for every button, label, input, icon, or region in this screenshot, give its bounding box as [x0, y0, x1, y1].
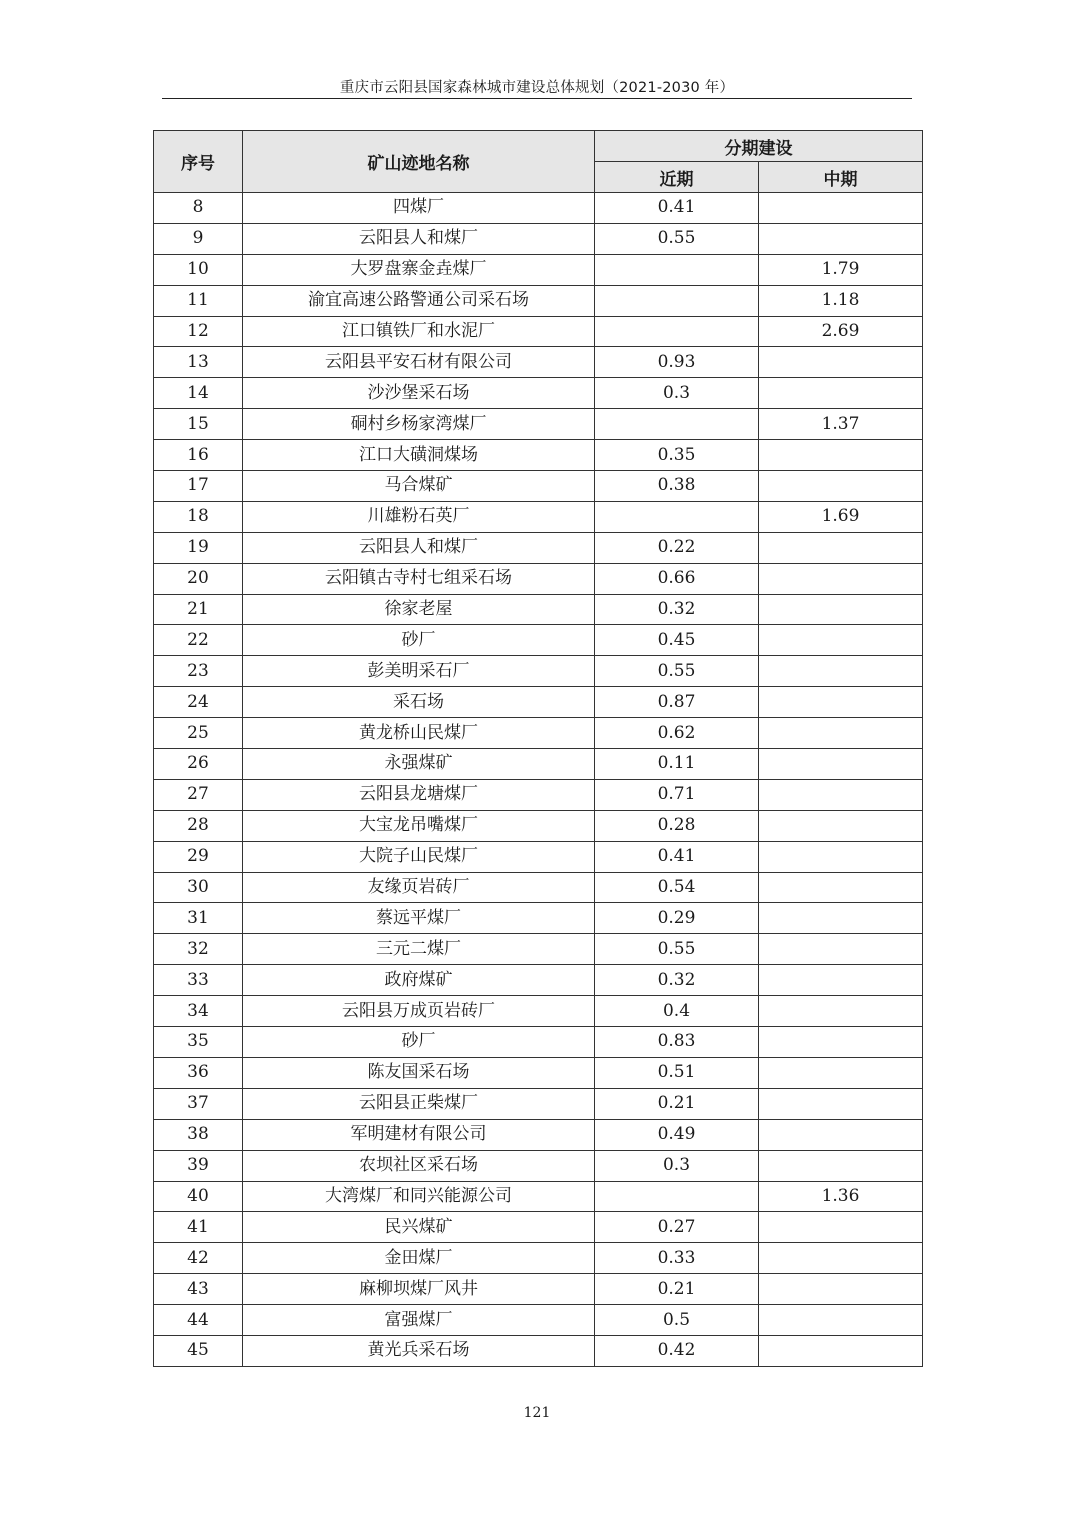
cell-index: 38 [154, 1119, 243, 1150]
cell-mid-term [759, 1335, 923, 1366]
cell-site-name: 大湾煤厂和同兴能源公司 [243, 1181, 595, 1212]
cell-site-name: 彭美明采石厂 [243, 656, 595, 687]
cell-near-term: 0.21 [595, 1274, 759, 1305]
cell-index: 40 [154, 1181, 243, 1212]
cell-site-name: 四煤厂 [243, 193, 595, 224]
cell-near-term: 0.87 [595, 687, 759, 718]
cell-near-term [595, 1181, 759, 1212]
cell-mid-term: 1.37 [759, 409, 923, 440]
cell-index: 12 [154, 316, 243, 347]
cell-mid-term [759, 1150, 923, 1181]
cell-index: 28 [154, 810, 243, 841]
cell-mid-term [759, 1119, 923, 1150]
cell-near-term: 0.51 [595, 1057, 759, 1088]
cell-site-name: 黄光兵采石场 [243, 1335, 595, 1366]
cell-mid-term [759, 810, 923, 841]
table-row [154, 656, 923, 687]
cell-mid-term [759, 471, 923, 502]
cell-site-name: 砂厂 [243, 1027, 595, 1058]
cell-index: 24 [154, 687, 243, 718]
cell-index: 42 [154, 1243, 243, 1274]
cell-site-name: 云阳县正柴煤厂 [243, 1088, 595, 1119]
cell-mid-term [759, 625, 923, 656]
cell-site-name: 金田煤厂 [243, 1243, 595, 1274]
table-row [154, 810, 923, 841]
table-row [154, 841, 923, 872]
table-row [154, 1212, 923, 1243]
cell-near-term: 0.32 [595, 965, 759, 996]
table-row [154, 872, 923, 903]
cell-mid-term [759, 841, 923, 872]
cell-near-term: 0.71 [595, 779, 759, 810]
cell-index: 19 [154, 532, 243, 563]
cell-index: 9 [154, 223, 243, 254]
cell-site-name: 沙沙堡采石场 [243, 378, 595, 409]
table-row [154, 409, 923, 440]
cell-mid-term: 1.69 [759, 501, 923, 532]
cell-near-term [595, 285, 759, 316]
column-header-name: 矿山迹地名称 [243, 131, 595, 193]
table-row [154, 563, 923, 594]
cell-site-name: 砂厂 [243, 625, 595, 656]
cell-mid-term [759, 1243, 923, 1274]
cell-near-term [595, 409, 759, 440]
table-row [154, 254, 923, 285]
cell-mid-term [759, 718, 923, 749]
cell-site-name: 云阳县万成页岩砖厂 [243, 996, 595, 1027]
cell-site-name: 渝宜高速公路警通公司采石场 [243, 285, 595, 316]
cell-site-name: 硐村乡杨家湾煤厂 [243, 409, 595, 440]
cell-site-name: 江口大磺洞煤场 [243, 440, 595, 471]
cell-mid-term: 1.79 [759, 254, 923, 285]
cell-near-term: 0.55 [595, 656, 759, 687]
cell-index: 34 [154, 996, 243, 1027]
mine-site-table [153, 130, 923, 1367]
header-divider [162, 98, 912, 99]
table-row [154, 1243, 923, 1274]
table-row [154, 347, 923, 378]
cell-near-term: 0.11 [595, 749, 759, 780]
page-number: 121 [523, 1405, 551, 1421]
cell-index: 45 [154, 1335, 243, 1366]
cell-near-term [595, 254, 759, 285]
cell-mid-term [759, 779, 923, 810]
cell-mid-term: 2.69 [759, 316, 923, 347]
cell-site-name: 农坝社区采石场 [243, 1150, 595, 1181]
cell-site-name: 云阳县人和煤厂 [243, 532, 595, 563]
cell-index: 15 [154, 409, 243, 440]
cell-near-term: 0.54 [595, 872, 759, 903]
cell-index: 13 [154, 347, 243, 378]
table-row [154, 1027, 923, 1058]
cell-mid-term [759, 1274, 923, 1305]
table-row [154, 1088, 923, 1119]
cell-index: 37 [154, 1088, 243, 1119]
cell-index: 23 [154, 656, 243, 687]
table-row [154, 1057, 923, 1088]
cell-index: 30 [154, 872, 243, 903]
cell-near-term: 0.21 [595, 1088, 759, 1119]
cell-mid-term [759, 1027, 923, 1058]
cell-mid-term [759, 996, 923, 1027]
table-row [154, 1274, 923, 1305]
table-row [154, 718, 923, 749]
cell-index: 8 [154, 193, 243, 224]
cell-near-term: 0.45 [595, 625, 759, 656]
cell-mid-term [759, 872, 923, 903]
cell-near-term: 0.41 [595, 841, 759, 872]
cell-mid-term [759, 347, 923, 378]
cell-near-term: 0.55 [595, 934, 759, 965]
cell-mid-term [759, 903, 923, 934]
cell-near-term: 0.3 [595, 1150, 759, 1181]
cell-near-term: 0.22 [595, 532, 759, 563]
column-header-index: 序号 [154, 131, 243, 193]
cell-index: 27 [154, 779, 243, 810]
cell-index: 22 [154, 625, 243, 656]
table-row [154, 440, 923, 471]
cell-mid-term [759, 378, 923, 409]
cell-mid-term [759, 532, 923, 563]
cell-index: 39 [154, 1150, 243, 1181]
cell-index: 14 [154, 378, 243, 409]
cell-site-name: 马合煤矿 [243, 471, 595, 502]
cell-site-name: 川雄粉石英厂 [243, 501, 595, 532]
cell-near-term: 0.32 [595, 594, 759, 625]
cell-index: 36 [154, 1057, 243, 1088]
table-row [154, 223, 923, 254]
cell-mid-term [759, 749, 923, 780]
cell-near-term: 0.3 [595, 378, 759, 409]
cell-site-name: 采石场 [243, 687, 595, 718]
running-header: 重庆市云阳县国家森林城市建设总体规划（2021-2030 年） [339, 80, 735, 96]
cell-index: 20 [154, 563, 243, 594]
cell-mid-term [759, 193, 923, 224]
table-row [154, 316, 923, 347]
table-row [154, 749, 923, 780]
cell-mid-term [759, 934, 923, 965]
cell-mid-term [759, 594, 923, 625]
column-header-phase-group: 分期建设 [595, 131, 923, 162]
cell-index: 35 [154, 1027, 243, 1058]
cell-site-name: 云阳镇古寺村七组采石场 [243, 563, 595, 594]
cell-near-term: 0.5 [595, 1305, 759, 1336]
table-row [154, 532, 923, 563]
cell-near-term: 0.49 [595, 1119, 759, 1150]
cell-index: 33 [154, 965, 243, 996]
cell-site-name: 云阳县龙塘煤厂 [243, 779, 595, 810]
cell-site-name: 蔡远平煤厂 [243, 903, 595, 934]
cell-site-name: 黄龙桥山民煤厂 [243, 718, 595, 749]
cell-site-name: 大院子山民煤厂 [243, 841, 595, 872]
cell-near-term: 0.66 [595, 563, 759, 594]
cell-site-name: 云阳县人和煤厂 [243, 223, 595, 254]
cell-mid-term [759, 965, 923, 996]
table-row [154, 501, 923, 532]
table-row [154, 996, 923, 1027]
cell-mid-term [759, 440, 923, 471]
cell-near-term: 0.28 [595, 810, 759, 841]
cell-index: 25 [154, 718, 243, 749]
cell-index: 41 [154, 1212, 243, 1243]
cell-mid-term: 1.36 [759, 1181, 923, 1212]
table-row [154, 193, 923, 224]
table-row [154, 285, 923, 316]
cell-near-term: 0.42 [595, 1335, 759, 1366]
cell-site-name: 麻柳坝煤厂风井 [243, 1274, 595, 1305]
cell-near-term: 0.55 [595, 223, 759, 254]
cell-near-term: 0.27 [595, 1212, 759, 1243]
cell-site-name: 大罗盘寨金垚煤厂 [243, 254, 595, 285]
cell-site-name: 徐家老屋 [243, 594, 595, 625]
cell-site-name: 军明建材有限公司 [243, 1119, 595, 1150]
cell-near-term: 0.29 [595, 903, 759, 934]
cell-mid-term [759, 687, 923, 718]
cell-mid-term [759, 656, 923, 687]
column-header-mid-term: 中期 [759, 162, 923, 193]
table-row [154, 625, 923, 656]
cell-site-name: 永强煤矿 [243, 749, 595, 780]
cell-near-term: 0.4 [595, 996, 759, 1027]
column-header-near-term: 近期 [595, 162, 759, 193]
cell-site-name: 政府煤矿 [243, 965, 595, 996]
cell-mid-term [759, 563, 923, 594]
cell-site-name: 富强煤厂 [243, 1305, 595, 1336]
table-row [154, 1335, 923, 1366]
table-row [154, 1305, 923, 1336]
cell-near-term [595, 501, 759, 532]
cell-site-name: 友缘页岩砖厂 [243, 872, 595, 903]
cell-index: 17 [154, 471, 243, 502]
cell-near-term: 0.33 [595, 1243, 759, 1274]
table-row [154, 687, 923, 718]
cell-mid-term [759, 1212, 923, 1243]
cell-near-term: 0.38 [595, 471, 759, 502]
table-row [154, 965, 923, 996]
cell-index: 31 [154, 903, 243, 934]
cell-near-term: 0.35 [595, 440, 759, 471]
cell-near-term: 0.83 [595, 1027, 759, 1058]
cell-mid-term: 1.18 [759, 285, 923, 316]
table-row [154, 471, 923, 502]
cell-index: 11 [154, 285, 243, 316]
cell-index: 21 [154, 594, 243, 625]
cell-near-term: 0.41 [595, 193, 759, 224]
cell-site-name: 民兴煤矿 [243, 1212, 595, 1243]
cell-index: 18 [154, 501, 243, 532]
cell-near-term: 0.93 [595, 347, 759, 378]
table-row [154, 903, 923, 934]
table-row [154, 594, 923, 625]
cell-mid-term [759, 1088, 923, 1119]
cell-mid-term [759, 223, 923, 254]
cell-mid-term [759, 1057, 923, 1088]
table-header [154, 131, 923, 193]
table-row [154, 934, 923, 965]
cell-index: 44 [154, 1305, 243, 1336]
cell-index: 43 [154, 1274, 243, 1305]
table-body [154, 193, 923, 1367]
cell-near-term: 0.62 [595, 718, 759, 749]
cell-mid-term [759, 1305, 923, 1336]
table-row [154, 1181, 923, 1212]
table-row [154, 1119, 923, 1150]
cell-site-name: 大宝龙吊嘴煤厂 [243, 810, 595, 841]
cell-site-name: 陈友国采石场 [243, 1057, 595, 1088]
cell-site-name: 江口镇铁厂和水泥厂 [243, 316, 595, 347]
cell-index: 32 [154, 934, 243, 965]
cell-site-name: 云阳县平安石材有限公司 [243, 347, 595, 378]
table-row [154, 1150, 923, 1181]
cell-index: 10 [154, 254, 243, 285]
cell-index: 26 [154, 749, 243, 780]
cell-near-term [595, 316, 759, 347]
cell-index: 16 [154, 440, 243, 471]
cell-index: 29 [154, 841, 243, 872]
table-row [154, 378, 923, 409]
table-row [154, 779, 923, 810]
cell-site-name: 三元二煤厂 [243, 934, 595, 965]
